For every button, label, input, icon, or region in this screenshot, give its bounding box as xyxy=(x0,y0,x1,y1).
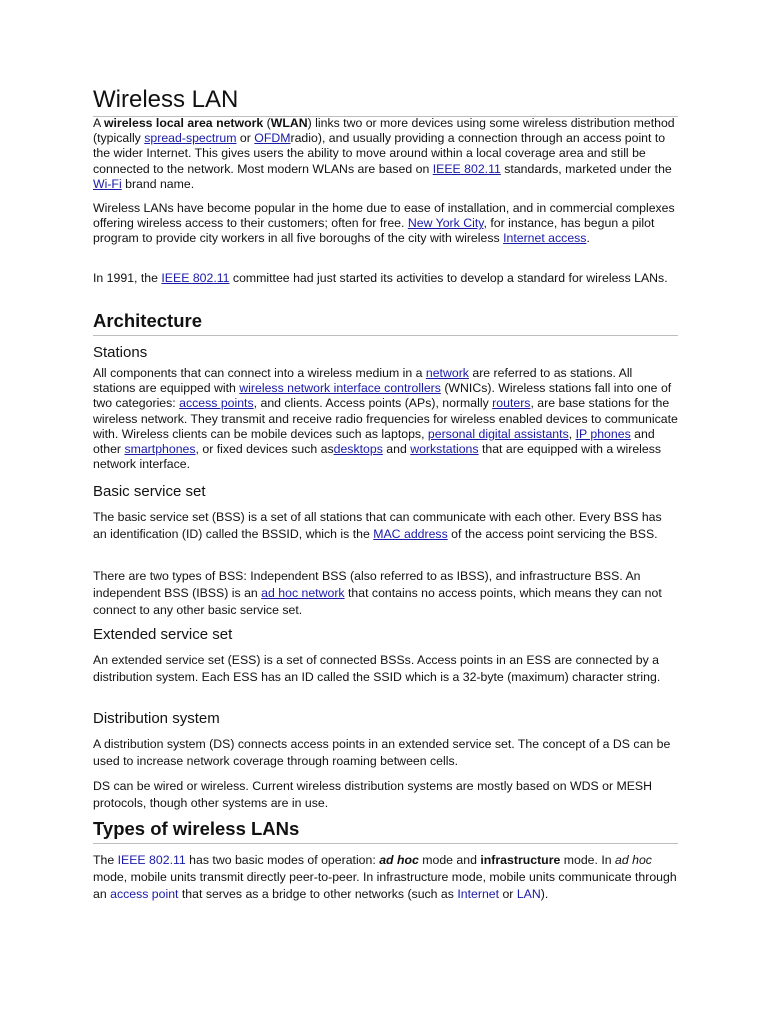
ess-heading: Extended service set xyxy=(93,626,233,643)
link-wi-fi[interactable]: Wi-Fi xyxy=(93,176,122,191)
ds-heading: Distribution system xyxy=(93,710,220,727)
types-heading: Types of wireless LANs xyxy=(93,818,678,844)
link-network[interactable]: network xyxy=(425,366,469,380)
link-wnic[interactable]: wireless network interface controllers xyxy=(239,381,441,396)
link-spread-spectrum[interactable]: spread-spectrum xyxy=(144,131,237,146)
popularity-paragraph: Wireless LANs have become popular in the home due to ease of installation, and in commercial complexes offering wireless access to their customers; often for free. New York City, for instance, has begun a pilot program to provide city workers in all five boroughs of the city with wireless Internet access. xyxy=(93,201,675,246)
bss-paragraph-2: There are two types of BSS: Independent BSS (also referred to as IBSS), and infrastructure BSS. An independent BSS (IBSS) is an ad hoc network that contains no access points, which means they can not connect to any other basic service set. xyxy=(93,569,662,617)
link-smartphones[interactable]: smartphones xyxy=(124,442,196,457)
link-ip-phones[interactable]: IP phones xyxy=(575,426,631,441)
architecture-heading: Architecture xyxy=(93,310,678,336)
link-ieee-802-11-types[interactable]: IEEE 802.11 xyxy=(117,853,186,867)
link-workstations[interactable]: workstations xyxy=(410,442,479,457)
link-mac-address[interactable]: MAC address xyxy=(373,527,448,541)
link-internet-access[interactable]: Internet access xyxy=(503,231,587,246)
stations-paragraph: All components that can connect into a wireless medium in a network are referred to as stations. All stations are equipped with wireless network interface controllers (WNICs). Wireless stations fall into one of two categories: access points, and clients. Access points (APs), normally routers, are base stations for the wireless network. They transmit and receive radio frequencies for wireless enabled devices to communicate with. Wireless clients can be mobile devices such as laptops, personal digital assistants, IP phones and other smartphones, or fixed devices such asdesktops and workstations that are equipped with a wireless network interface. xyxy=(93,366,678,472)
ess-paragraph: An extended service set (ESS) is a set of connected BSSs. Access points in an ESS are connected by a distribution system. Each ESS has an ID called the SSID which is a 32-byte (maximum) character string. xyxy=(93,653,661,684)
link-internet[interactable]: Internet xyxy=(457,887,500,901)
page-title: Wireless LAN xyxy=(93,86,678,117)
link-access-points[interactable]: access points xyxy=(179,396,254,411)
link-pda[interactable]: personal digital assistants xyxy=(427,426,569,441)
link-ad-hoc-network[interactable]: ad hoc network xyxy=(261,586,345,600)
link-access-point[interactable]: access point xyxy=(110,887,179,901)
bss-heading: Basic service set xyxy=(93,483,206,500)
intro-paragraph: A wireless local area network (WLAN) links two or more devices using some wireless distribution method (typically spread-spectrum or OFDMradio), and usually providing a connection through an access point to the wider Internet. This gives users the ability to move around within a local coverage area and still be connected to the network. Most modern WLANs are based on IEEE 802.11 standards, marketed under the Wi-Fi brand name. xyxy=(93,116,675,191)
ds-paragraph-1: A distribution system (DS) connects access points in an extended service set. The concept of a DS can be used to increase network coverage through roaming between cells. xyxy=(93,737,671,768)
link-ofdm[interactable]: OFDM xyxy=(254,131,291,146)
bss-paragraph-1: The basic service set (BSS) is a set of all stations that can communicate with each other. Every BSS has an identification (ID) called the BSSID, which is the MAC address of the access point servicing the BSS. xyxy=(93,510,662,541)
link-ieee-802-11-committee[interactable]: IEEE 802.11 xyxy=(161,271,230,285)
link-desktops[interactable]: desktops xyxy=(333,442,383,457)
history-paragraph: In 1991, the IEEE 802.11 committee had just started its activities to develop a standard for wireless LANs. xyxy=(93,271,668,285)
link-ieee-802-11[interactable]: IEEE 802.11 xyxy=(432,161,501,176)
link-routers[interactable]: routers xyxy=(492,396,531,411)
types-paragraph: The IEEE 802.11 has two basic modes of operation: ad hoc mode and infrastructure mode. In ad hoc mode, mobile units transmit directly peer-to-peer. In infrastructure mode, mobile units communicate through an access point that serves as a bridge to other networks (such as Internet or LAN). xyxy=(93,853,677,901)
ds-paragraph-2: DS can be wired or wireless. Current wireless distribution systems are mostly based on WDS or MESH protocols, though other systems are in use. xyxy=(93,779,653,810)
link-new-york-city[interactable]: New York City xyxy=(407,216,484,231)
stations-heading: Stations xyxy=(93,344,148,361)
link-lan[interactable]: LAN xyxy=(516,887,541,901)
